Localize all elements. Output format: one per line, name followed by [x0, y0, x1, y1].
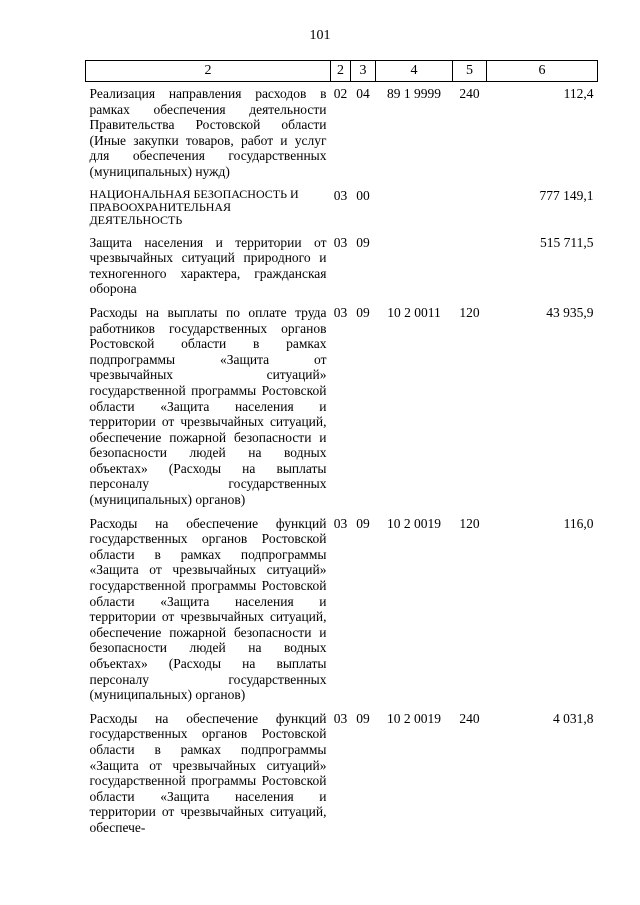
- row-amount: 515 711,5: [540, 234, 594, 250]
- row-target-article: 89 1 9999: [387, 86, 441, 101]
- header-cell-subsection: 3: [351, 61, 376, 82]
- budget-table-container: [85, 60, 597, 840]
- row-section: 03: [333, 234, 348, 250]
- row-subsection: 09: [356, 304, 370, 320]
- column-number-header: [86, 61, 598, 82]
- row-amount: 4 031,8: [553, 710, 594, 726]
- row-expense-type: [453, 231, 487, 301]
- row-target-article: 10 2 0019: [387, 710, 441, 726]
- table-row: [86, 301, 598, 512]
- row-subsection: 09: [356, 515, 370, 531]
- header-cell-amount: 6: [487, 61, 598, 82]
- header-cell-section: 2: [331, 61, 351, 82]
- row-subsection: 09: [356, 234, 370, 250]
- page-number: 101: [309, 28, 331, 43]
- row-description: Расходы на обеспечение функций государственных органов Ростовской области в рамках подпрограммы «Защита от чрезвычайных ситуаций» государственной программы Ростовской области «Защита населения и территории от чрезвычайных ситуаций, обеспече-: [89, 710, 327, 835]
- table-row: [86, 184, 598, 231]
- table-row: [86, 82, 598, 184]
- row-section: 03: [333, 187, 348, 203]
- row-expense-type: 240: [459, 86, 480, 101]
- row-amount: 777 149,1: [539, 187, 594, 203]
- row-amount: 116,0: [563, 515, 594, 531]
- row-target-article: [376, 231, 453, 301]
- row-target-article: 10 2 0011: [387, 304, 441, 320]
- row-description: Реализация направления расходов в рамках обеспечения деятельности Правительства Ростовской области (Иные закупки товаров, работ и услуг для обеспечения государственных (муниципальных) нужд): [89, 86, 327, 179]
- row-expense-type: 120: [459, 515, 480, 531]
- table-row: [86, 512, 598, 707]
- row-subsection: 00: [356, 187, 370, 203]
- row-subsection: 04: [356, 86, 370, 101]
- header-cell-expense-type: 5: [453, 61, 487, 82]
- row-section: 02: [333, 86, 348, 101]
- row-section: 03: [333, 304, 348, 320]
- row-target-article: [376, 184, 453, 231]
- row-expense-type: 240: [459, 710, 480, 726]
- header-cell-target-article: 4: [376, 61, 453, 82]
- row-section: 03: [333, 515, 348, 531]
- row-description: Расходы на выплаты по оплате труда работников государственных органов Ростовской области в рамках подпрограммы «Защита от чрезвычайных ситуаций» государственной программы Ростовской области «Защита населения и территории от чрезвычайных ситуаций, обеспечение пожарной безопасности и безопасности людей на водных объектах» (Расходы на выплаты персоналу государственных (муниципальных) органов): [89, 304, 327, 508]
- row-target-article: 10 2 0019: [387, 515, 441, 531]
- row-subsection: 09: [356, 710, 370, 726]
- row-description: Защита населения и территории от чрезвычайных ситуаций природного и техногенного характера, гражданская оборона: [89, 234, 327, 297]
- row-expense-type: 120: [459, 304, 480, 320]
- table-row: [86, 707, 598, 840]
- row-amount: 43 935,9: [546, 304, 594, 320]
- header-cell-name: 2: [86, 61, 331, 82]
- row-section: 03: [333, 710, 348, 726]
- row-amount: 112,4: [563, 86, 594, 101]
- budget-table: [85, 60, 598, 840]
- row-expense-type: [453, 184, 487, 231]
- row-description: Расходы на обеспечение функций государственных органов Ростовской области в рамках подпрограммы «Защита от чрезвычайных ситуаций» государственной программы Ростовской области «Защита населения и территории от чрезвычайных ситуаций, обеспечение пожарной безопасности и безопасности людей на водных объектах» (Расходы на выплаты персоналу государственных (муниципальных) органов): [89, 515, 327, 703]
- table-row: [86, 231, 598, 301]
- row-description: НАЦИОНАЛЬНАЯ БЕЗОПАСНОСТЬ И ПРАВООХРАНИТЕЛЬНАЯ ДЕЯТЕЛЬНОСТЬ: [89, 186, 299, 227]
